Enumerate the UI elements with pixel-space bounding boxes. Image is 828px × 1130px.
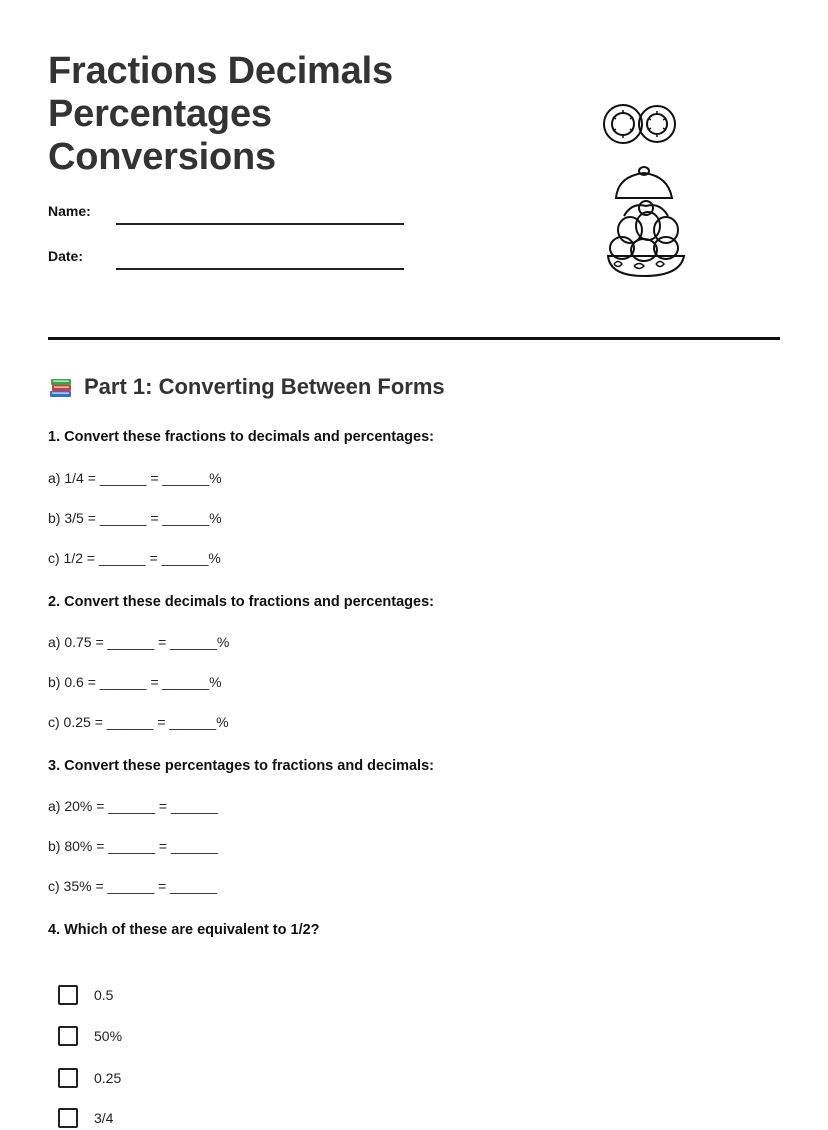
question-1b[interactable]: b) 3/5 = ______ = ______% [48, 510, 222, 526]
title-line-2: Percentages [48, 93, 272, 135]
books-icon [48, 374, 74, 400]
question-1-prompt: 1. Convert these fractions to decimals and percentages: [48, 429, 434, 445]
question-3b[interactable]: b) 80% = ______ = ______ [48, 838, 218, 854]
part-1-heading [48, 374, 445, 400]
date-field[interactable] [116, 268, 404, 270]
checkbox[interactable] [58, 1068, 78, 1088]
checkbox[interactable] [58, 985, 78, 1005]
option-label: 0.5 [94, 987, 114, 1003]
date-label: Date: [48, 248, 84, 264]
question-4-prompt: 4. Which of these are equivalent to 1/2? [48, 922, 320, 938]
name-field[interactable] [116, 223, 404, 225]
page-title [48, 50, 393, 179]
cake-slice-icon [616, 167, 672, 198]
option-label: 3/4 [94, 1110, 114, 1126]
question-3c[interactable]: c) 35% = ______ = ______ [48, 878, 217, 894]
question-3a[interactable]: a) 20% = ______ = ______ [48, 798, 218, 814]
option-3-4[interactable] [58, 1106, 113, 1130]
question-1a[interactable]: a) 1/4 = ______ = ______% [48, 470, 222, 486]
kiwi-slices-icon [604, 105, 675, 143]
question-1c[interactable]: c) 1/2 = ______ = ______% [48, 550, 221, 566]
name-label: Name: [48, 203, 91, 219]
option-0-25[interactable] [58, 1066, 121, 1090]
option-0-5[interactable] [58, 983, 113, 1007]
section-divider [48, 337, 780, 340]
title-line-1: Fractions Decimals [48, 50, 393, 92]
question-3-prompt: 3. Convert these percentages to fractions and decimals: [48, 758, 434, 774]
option-label: 50% [94, 1028, 123, 1044]
part-1-heading-text: Part 1: Converting Between Forms [84, 374, 445, 399]
question-2b[interactable]: b) 0.6 = ______ = ______% [48, 674, 222, 690]
checkbox[interactable] [58, 1026, 78, 1046]
title-line-3: Conversions [48, 136, 276, 178]
question-2a[interactable]: a) 0.75 = ______ = ______% [48, 634, 230, 650]
checkbox[interactable] [58, 1108, 78, 1128]
dessert-illustration [600, 98, 690, 282]
question-2c[interactable]: c) 0.25 = ______ = ______% [48, 714, 229, 730]
question-2-prompt: 2. Convert these decimals to fractions and percentages: [48, 594, 434, 610]
option-50-percent[interactable] [58, 1024, 122, 1048]
fruit-tart-icon [608, 201, 684, 276]
option-label: 0.25 [94, 1070, 122, 1086]
